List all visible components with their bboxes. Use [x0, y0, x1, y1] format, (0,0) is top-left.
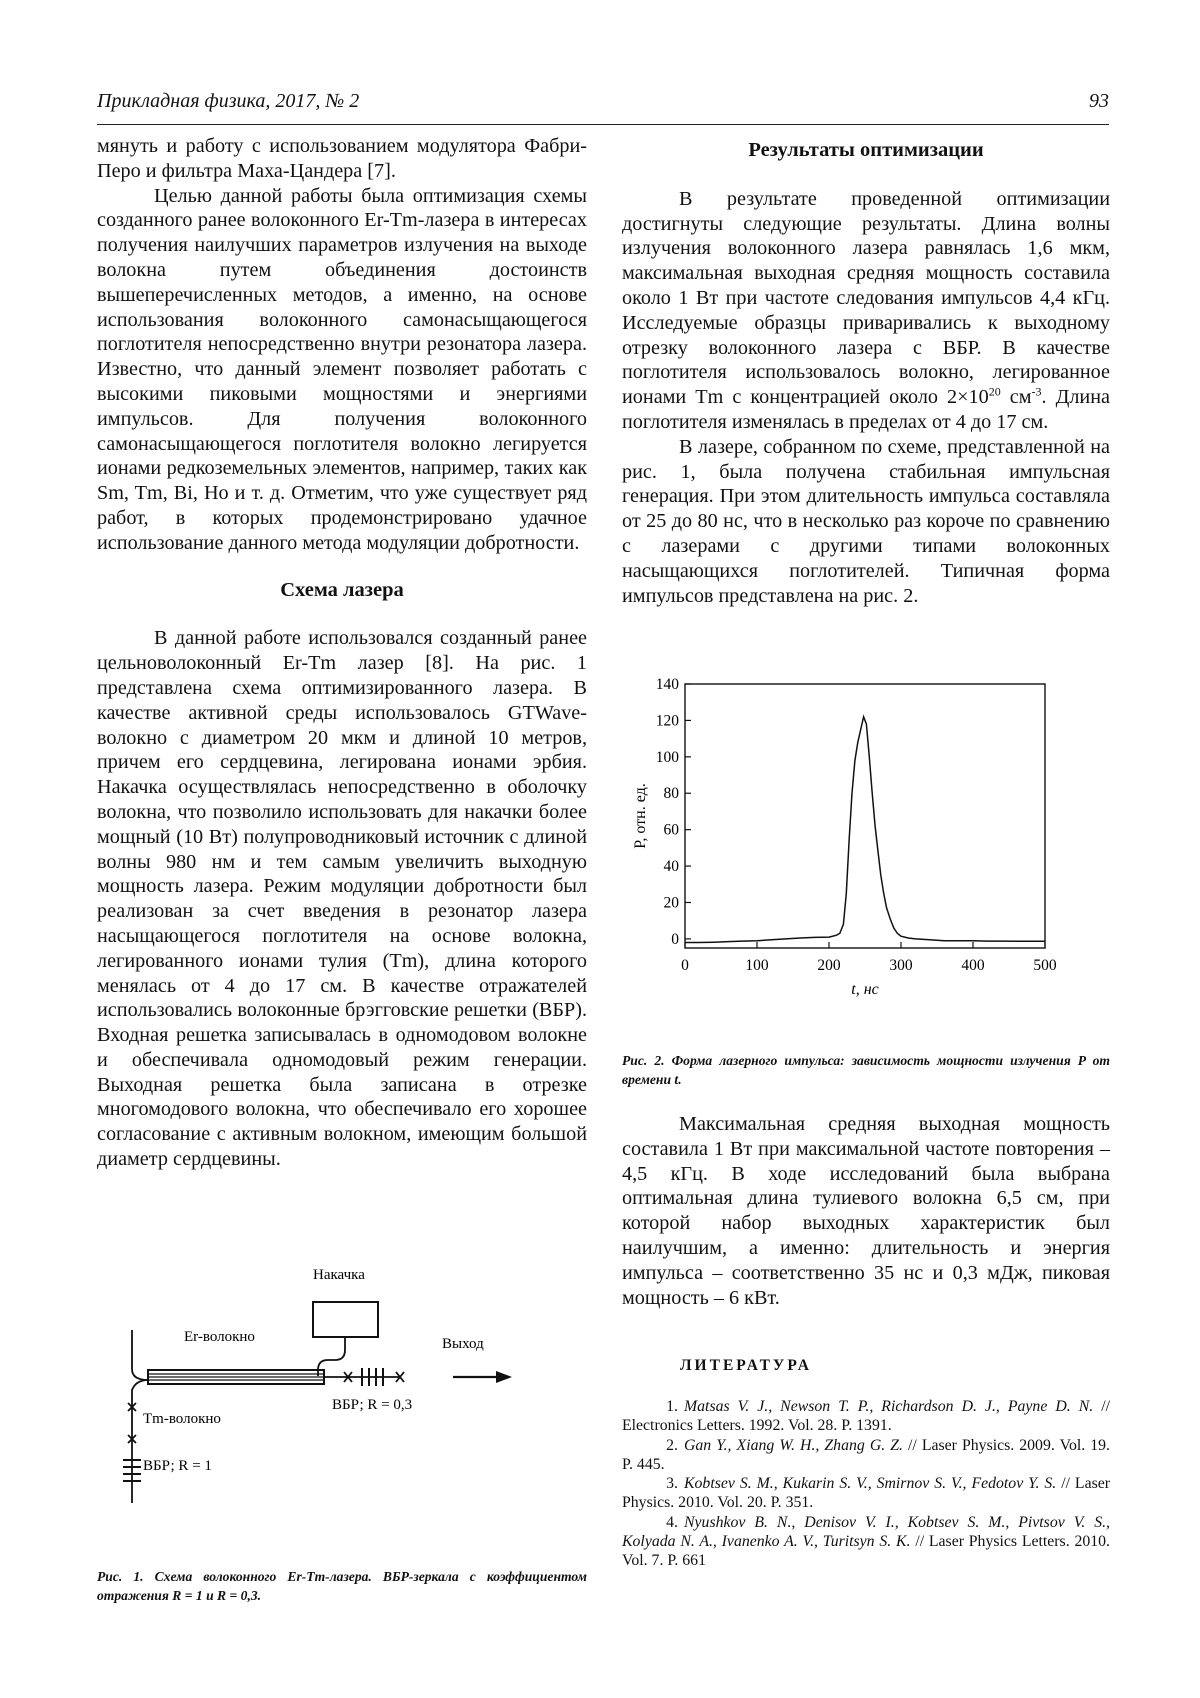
paragraph-aim: Целью данной работы была оптимизация схемы созданного ранее волоконного Er-Tm-лазера в интересах получения наилучших параметров излучения на выходе волокна путем объединения достоинств вышеперечисленных методов, а именно, на основе использования волоконного самонасыщающегося поглотителя непосредственно внутри резонатора лазера. Известно, что данный элемент позволяет работать с высокими пиковыми мощностями и энергиями импульсов. Для получения волоконного самонасыщающегося поглотителя волокно легируется ионами редкоземельных элементов, например, таких как Sm, Tm, Bi, Ho и т. д. Отметим, что уже существует ряд работ, в которых продемонстрировано удачное использование данного метода модуляции добротности.: [97, 184, 587, 554]
reference-source: // Laser Physics. 2010. Vol. 20. P. 351.: [622, 1475, 1110, 1512]
x-tick-label: 200: [817, 957, 841, 974]
figure-1-laser-scheme: [118, 1255, 598, 1550]
paragraph-pulse-generation: В лазере, собранном по схеме, представленной на рис. 1, была получена стабильная импульсная генерация. При этом длительность импульса составляла от 25 до 80 нс, что в несколько раз короче по сравнению с лазерами с другими типами волоконных насыщающихся поглотителей. Типичная форма импульсов представлена на рис. 2.: [622, 435, 1110, 607]
reference-item: [622, 1436, 1110, 1475]
reference-source: // Electronics Letters. 1992. Vol. 28. P. 1391.: [622, 1398, 1110, 1435]
pump-box: [313, 1302, 378, 1337]
x-tick-label: 400: [961, 957, 985, 974]
unit-exponent: -3: [1031, 384, 1042, 399]
reference-number: 2.: [666, 1436, 678, 1454]
y-axis-label: P, отн. ед.: [632, 783, 649, 849]
x-tick-label: 100: [745, 957, 769, 974]
results-text-b: см: [1000, 386, 1032, 409]
fbg-left-label: ВБР; R = 1: [143, 1458, 212, 1474]
y-tick-label: 60: [663, 821, 679, 839]
reference-authors: Gan Y., Xiang W. H., Zhang G. Z.: [684, 1436, 903, 1454]
reference-number: 4.: [666, 1513, 678, 1531]
reference-item: [622, 1397, 1110, 1436]
fbg-right-label: ВБР; R = 0,3: [332, 1397, 413, 1413]
output-label: Выход: [442, 1336, 484, 1352]
y-tick-label: 140: [655, 676, 679, 693]
reference-number: 1.: [666, 1398, 678, 1415]
plot-frame: [685, 684, 1045, 948]
output-arrow-head: [496, 1371, 512, 1383]
pump-label: Накачка: [313, 1267, 365, 1283]
reference-item: [622, 1474, 1110, 1513]
reference-authors: Nyushkov B. N., Denisov V. I., Kobtsev S. M., Pivtsov V. S., Kolyada N. A., Ivanenko A. V., Turitsyn S. K.: [622, 1513, 1110, 1551]
x-tick-label: 0: [681, 957, 689, 974]
figure-2-caption: Рис. 2. Форма лазерного импульса: зависимость мощности излучения P от времени t.: [622, 1053, 1110, 1087]
y-tick-label: 0: [671, 930, 679, 948]
y-tick-label: 120: [655, 712, 679, 730]
y-tick-label: 80: [663, 785, 679, 803]
paragraph-final-results: Максимальная средняя выходная мощность составила 1 Вт при максимальной частоте повторения – 4,5 кГц. В ходе исследований была выбрана оптимальная длина тулиевого волокна 6,5 см, при которой набор выходных характеристик был наилучшим, а именно: длительность и энергия импульса – соответственно 35 нс и 0,3 мДж, пиковая мощность – 6 кВт.: [622, 1113, 1110, 1309]
y-tick-label: 20: [663, 894, 679, 912]
input-fiber-loop: [132, 1330, 148, 1380]
x-tick-label: 300: [889, 957, 913, 974]
references-list: [622, 1397, 1110, 1571]
figure-2-pulse-chart: [622, 672, 1117, 1042]
running-header: [97, 88, 1109, 125]
tm-fiber-label: Tm-волокно: [143, 1411, 221, 1427]
paragraph-results: [622, 187, 1110, 435]
figure-1-caption: Рис. 1. Схема волоконного Er-Tm-лазера. ВБР-зеркала с коэффициентом отражения R = 1 и R = 0,3.: [97, 1569, 587, 1603]
x-axis-label: t, нс: [851, 981, 879, 998]
x-tick-label: 500: [1033, 957, 1057, 974]
pulse-series-line: [685, 717, 1045, 943]
concentration-exponent: 20: [988, 384, 1001, 399]
left-column: [97, 134, 587, 1172]
reference-source: // Laser Physics. 2009. Vol. 19. P. 445.: [622, 1436, 1110, 1473]
reference-authors: Matsas V. J., Newson T. P., Richardson D. J., Payne D. N.: [684, 1398, 1094, 1415]
er-fiber-label: Er-волокно: [184, 1329, 255, 1345]
section-title-laser-scheme: Схема лазера: [280, 578, 404, 601]
right-column-lower: [622, 1112, 1110, 1310]
paragraph-continued: мянуть и работу с использованием модулятора Фабри-Перо и фильтра Маха-Цандера [7].: [97, 135, 587, 182]
reference-authors: Kobtsev S. M., Kukarin S. V., Smirnov S. V., Fedotov Y. S.: [684, 1475, 1057, 1493]
y-tick-label: 40: [663, 858, 679, 876]
reference-item: [622, 1513, 1110, 1571]
results-text-a: В результате проведенной оптимизации достигнуты следующие результаты. Длина волны излучения волоконного лазера равнялась 1,6 мкм, максимальная выходная средняя мощность составила около 1 Вт при частоте следования импульсов 4,4 кГц. Исследуемые образцы приваривались к выходному отрезку волоконного лазера с ВБР. В качестве поглотителя использовалось волокно, легированное ионами Tm с концентрацией около 2×10: [622, 187, 1110, 409]
page-number: 93: [1089, 90, 1109, 112]
reference-number: 3.: [666, 1475, 678, 1493]
right-column: [622, 134, 1110, 608]
journal-title: Прикладная физика, 2017, № 2: [97, 90, 360, 112]
section-title-results: Результаты оптимизации: [748, 139, 984, 161]
y-tick-label: 100: [655, 748, 679, 766]
references-title: ЛИТЕРАТУРА: [680, 1357, 812, 1374]
reference-source: // Laser Physics Letters. 2010. Vol. 7. P. 661: [622, 1533, 1110, 1570]
paragraph-laser-scheme: В данной работе использовался созданный ранее цельноволоконный Er-Tm лазер [8]. На рис. 1 представлена схема оптимизированного лазера. В качестве активной среды использовалось GTWave-волокно с диаметром 20 мкм и длиной 10 метров, причем его сердцевина, легирована ионами эрбия. Накачка осуществлялась непосредственно в оболочку волокна, что позволило использовать для накачки более мощный (10 Вт) полупроводниковый источник с длиной волны 980 нм и тем самым увеличить выходную мощность лазера. Режим модуляции добротности был реализован за счет введения в резонатор лазера насыщающегося поглотителя на основе волокна, легированного ионами тулия (Tm), длина которого менялась от 4 до 17 см. В качестве отражателей использовались волоконные брэгговские решетки (ВБР). Входная решетка записывалась в одномодовом волокне и обеспечивала одномодовый режим генерации. Выходная решетка была записана в отрезке многомодового волокна, что обеспечивало его хорошее согласование с активным волокном, имеющим большой диаметр сердцевины.: [97, 627, 587, 1171]
results-text-c: . Длина поглотителя изменялась в пределах от 4 до 17 см.: [622, 386, 1110, 433]
